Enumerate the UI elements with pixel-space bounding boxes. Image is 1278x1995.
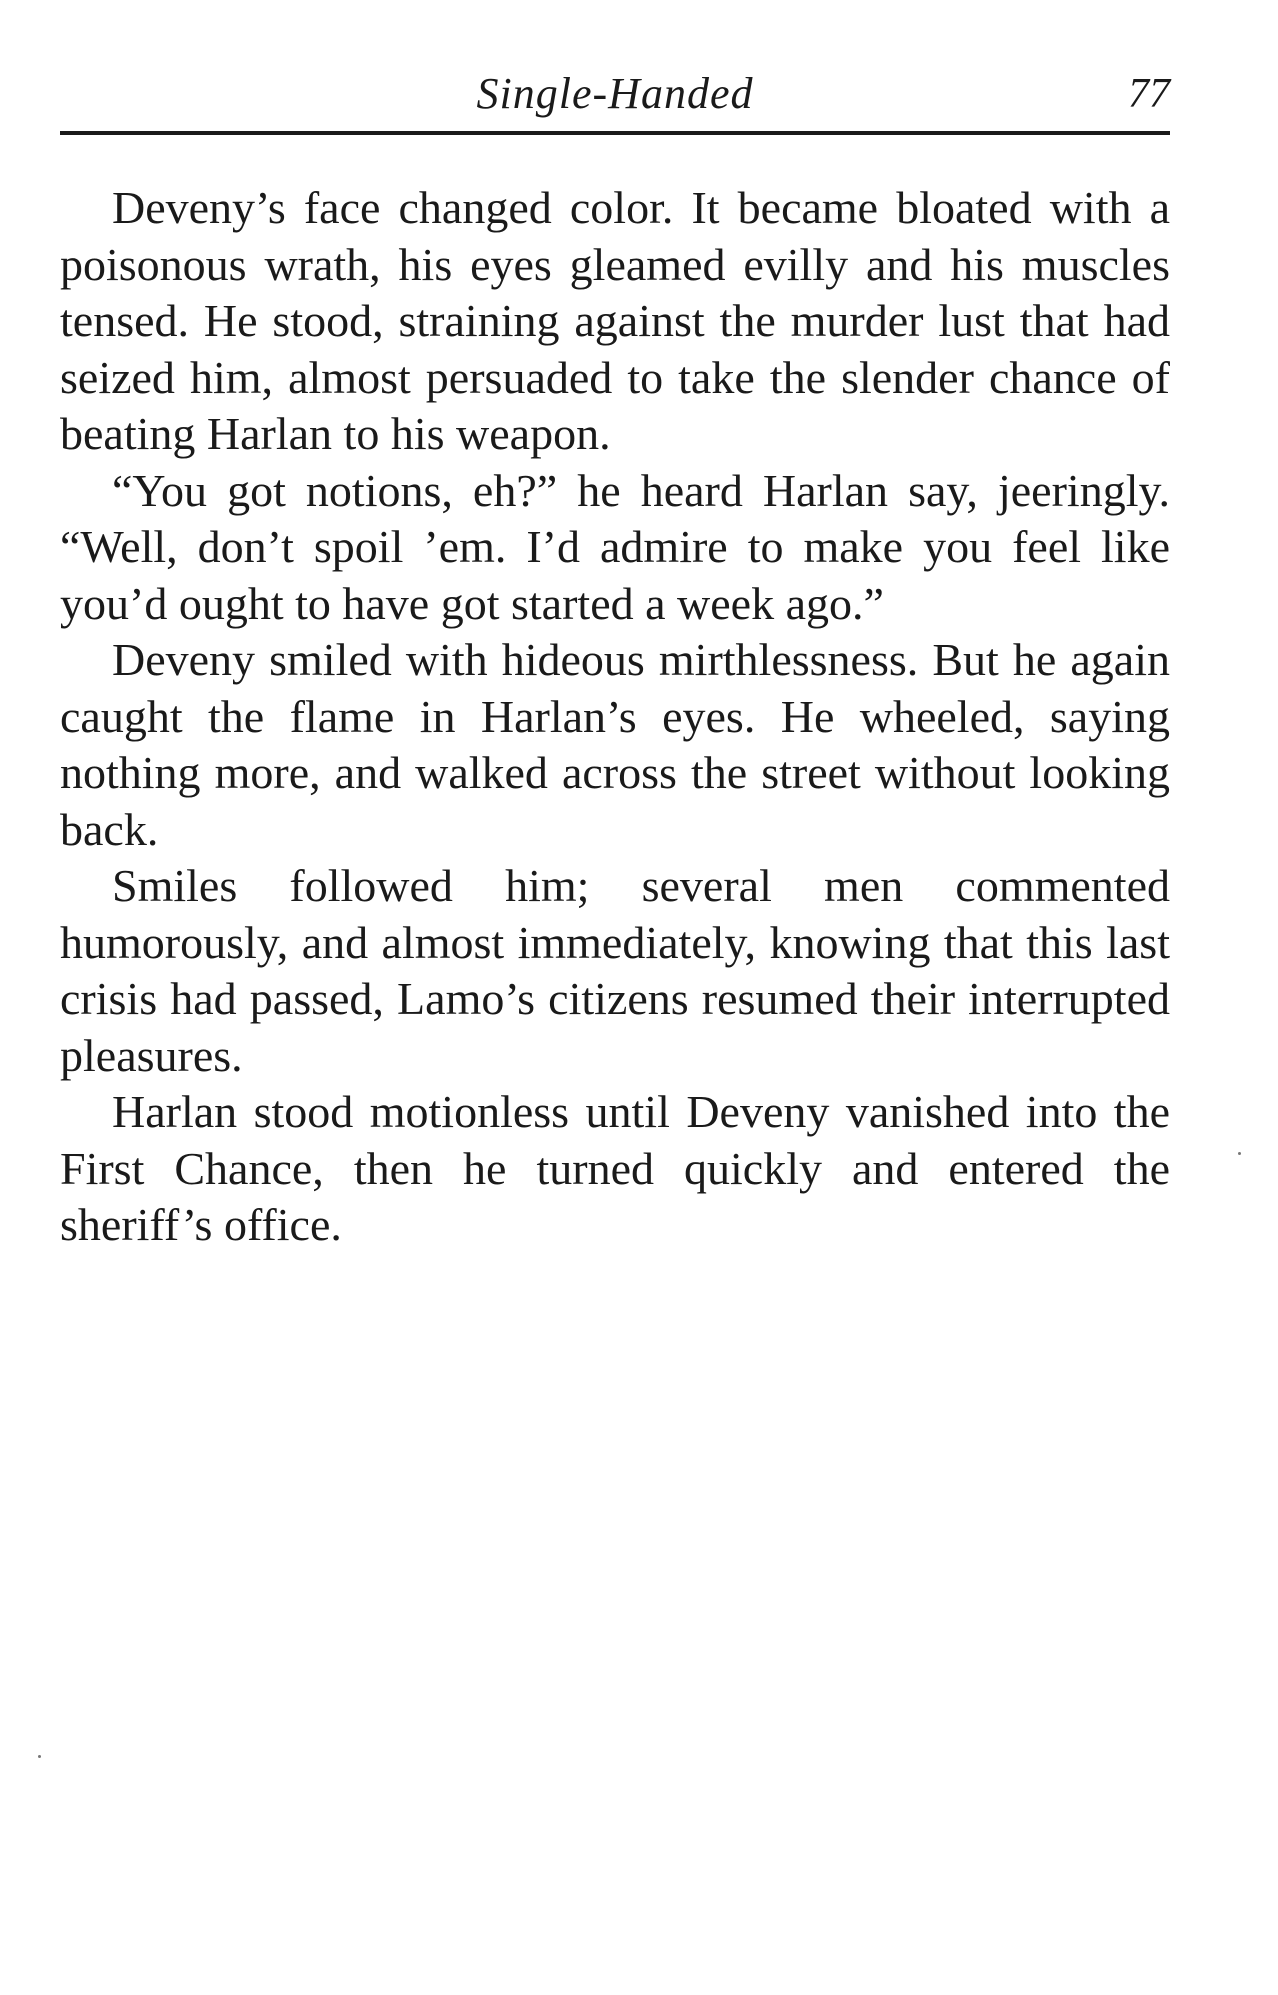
paragraph: Harlan stood motionless until Deveny vanished into the First Chance, then he turned quickly and entered the sheriff’s office. (60, 1086, 1170, 1250)
page-number: 77 (1128, 71, 1170, 117)
body-text (60, 180, 1170, 1254)
paragraph: Deveny’s face changed color. It became bloated with a poisonous wrath, his eyes gleamed evilly and his muscles tensed. He stood, straining against the murder lust that had seized him, almost persuaded to take the slender chance of beating Harlan to his weapon. (60, 182, 1170, 459)
running-title: Single-Handed (476, 69, 754, 118)
paper-speck (1238, 1152, 1241, 1155)
paper-speck (38, 1755, 41, 1758)
paragraph: Deveny smiled with hideous mirthlessness. But he again caught the flame in Harlan’s eyes. He wheeled, saying nothing more, and walked across the street without looking back. (60, 634, 1170, 855)
paragraph: “You got notions, eh?” he heard Harlan say, jeeringly. “Well, don’t spoil ’em. I’d admire to make you feel like you’d ought to have got started a week ago.” (60, 464, 1170, 629)
running-head (60, 64, 1170, 124)
paragraph: Smiles followed him; several men commented humorously, and almost immediately, knowing that this last crisis had passed, Lamo’s citizens resumed their interrupted pleasures. (60, 860, 1170, 1081)
header-rule (60, 131, 1170, 135)
